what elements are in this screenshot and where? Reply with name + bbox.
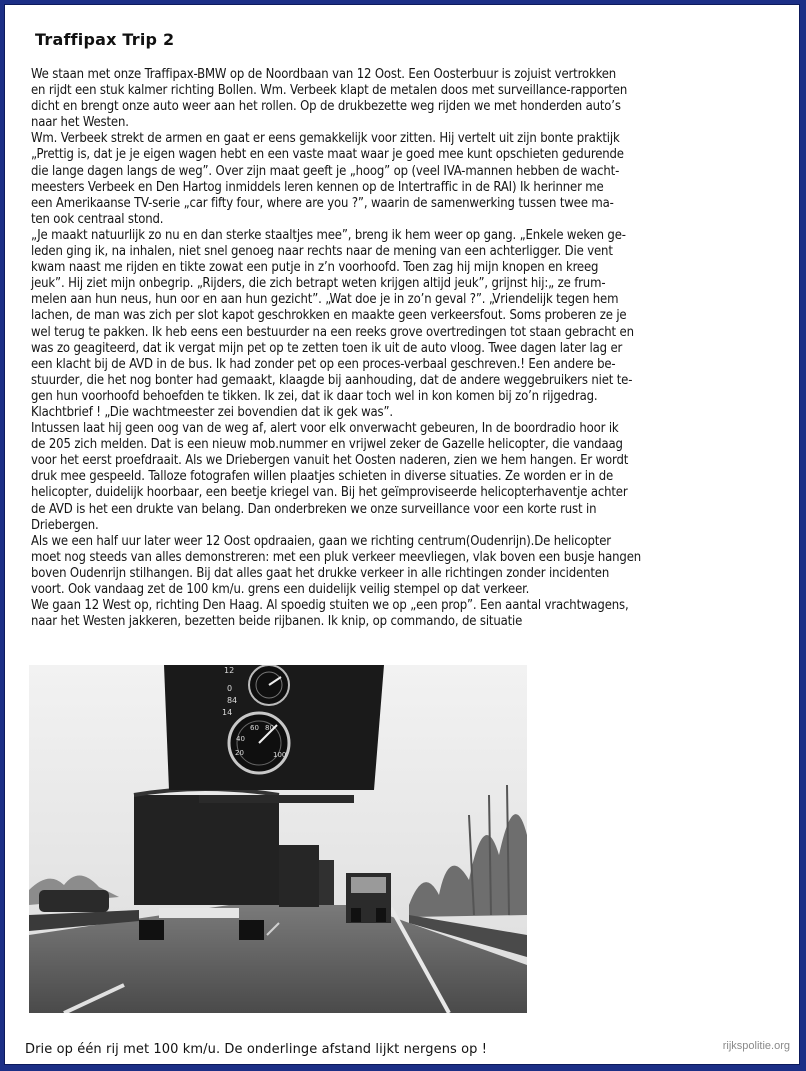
highway-photo — [29, 665, 527, 1013]
car — [39, 890, 109, 912]
gauge-tick: 12 — [224, 666, 235, 675]
gauge-tick: 14 — [222, 708, 233, 717]
paragraph-5: Als we een half uur later weer 12 Oost opdraaien, gaan we richting centrum(Oudenrijn).De helicopter moet nog steeds van alles demonstreren: met een pluk verkeer meevliegen, vlak boven een busje hangen boven Oudenrijn stilhangen. Bij dat alles gaat het drukke verkeer in alle richtingen zonder incidenten voort. Ook vandaag zet de 100 km/u. grens een duidelijk veilig stempel op dat verkeer. — [31, 533, 642, 597]
gauge-tick: 60 — [250, 724, 259, 732]
gauge-tick: 40 — [236, 735, 245, 743]
gauge-tick: 8 — [227, 696, 233, 705]
photo-caption: Drie op één rij met 100 km/u. De onderlinge afstand lijkt nergens op ! — [25, 1042, 488, 1057]
article-title: Traffipax Trip 2 — [35, 30, 175, 49]
paragraph-2: Wm. Verbeek strekt de armen en gaat er eens gemakkelijk voor zitten. Hij vertelt uit zijn bonte praktijk „Prettig is, dat je je eigen wagen hebt en een vaste maat waar je goed mee kunt opschieten gedurende die lange dagen langs de weg”. Over zijn maat geeft je „hoog” op (veel IVA-mannen hebben de wacht- meesters Verbeek en Den Hartog inmiddels leren kennen op de Intertraffic in de RAI) Ik herinner me een Amerikaanse TV-serie „car fifty four, where are you ?”, waarin de samenwerking tussen twee ma- ten ook centraal stond. — [31, 131, 624, 227]
paragraph-4: Intussen laat hij geen oog van de weg af, alert voor elk onverwacht gebeuren, In de boordradio hoor ik de 205 zich melden. Dat is een nieuw mob.nummer en vrijwel zeker de Gazelle helicopter, die vandaag voor het eerst proefdraait. Als we Driebergen vanuit het Oosten naderen, zien we hem hangen. Er wordt druk mee gespeeld. Talloze fotografen willen plaatjes schieten in diverse situaties. Ze worden er in de helicopter, duidelijk hoorbaar, een beetje kriegel van. Bij het geïmproviseerde helicopterhaventje achter de AVD is het een drukte van belang. Dan onderbreken we onze surveillance voor een korte rust in Driebergen. — [31, 421, 629, 533]
document-page — [4, 4, 800, 1065]
watermark: rijkspolitie.org — [722, 1040, 790, 1052]
truck-3 — [346, 873, 391, 923]
gauge-tick: 20 — [235, 749, 244, 757]
gauge-tick: 0 — [227, 684, 233, 693]
gauge-tick: 80 — [265, 724, 274, 732]
gauge-tick: 4 — [232, 696, 238, 705]
paragraph-1: We staan met onze Traffipax-BMW op de Noordbaan van 12 Oost. Een Oosterbuur is zojuist vertrokken en rijdt een stuk kalmer richting Bollen. Wm. Verbeek klapt de metalen doos met surveillance-rapporten dicht en brengt onze auto weer aan het rollen. Op de drukbezette weg rijden we met honderden auto’s naar het Westen. — [31, 67, 628, 131]
paragraph-6: We gaan 12 West op, richting Den Haag. Al spoedig stuiten we op „een prop”. Een aantal vrachtwagens, naar het Westen jakkeren, bezetten beide rijbanen. Ik knip, op commando, de situatie — [31, 598, 629, 630]
gauge-tick: 100 — [273, 751, 287, 759]
paragraph-3: „Je maakt natuurlijk zo nu en dan sterke staaltjes mee”, breng ik hem weer op gang. „Enkele weken ge- leden ging ik, na inhalen, niet snel genoeg naar rechts naar de mening van een achterligger. Die vent kwam naast me rijden en tikte zowat een putje in z’n voorhoofd. Toen zag hij mijn knopen en kreeg jeuk”. Hij ziet mijn onbegrip. „Rijders, die zich betrapt weten krijgen altijd jeuk”, grijnst hij:„ ze frum- melen aan hun neus, hun oor en aan hun gezicht”. „Wat doe je in zo’n geval ?”. „Vriendelijk tegen hem lachen, de man was zich per slot kapot geschrokken en maakte geen verkeersfout. Soms proberen ze je wel terug te pakken. Ik heb eens een bestuurder na een reeks grove overtredingen tot staan gebracht en was zo geagiteerd, dat ik vergat mijn pet op te zetten toen ik uit de auto vloog. Twee dagen later lag er een klacht bij de AVD in de bus. Ik had zonder pet op een proces-verbaal geschreven.! Een andere be- stuurder, die het nog bonter had gemaakt, klaagde bij aanhouding, dat de andere weggebruikers niet te- gen hun voorhoofd behoefden te tikken. Ik zei, dat ik daar toch wel in kon komen bij zo’n rijgedrag. Klachtbrief ! „Die wachtmeester zei bovendien dat ik gek was”. — [31, 227, 634, 420]
article-body — [31, 67, 789, 630]
